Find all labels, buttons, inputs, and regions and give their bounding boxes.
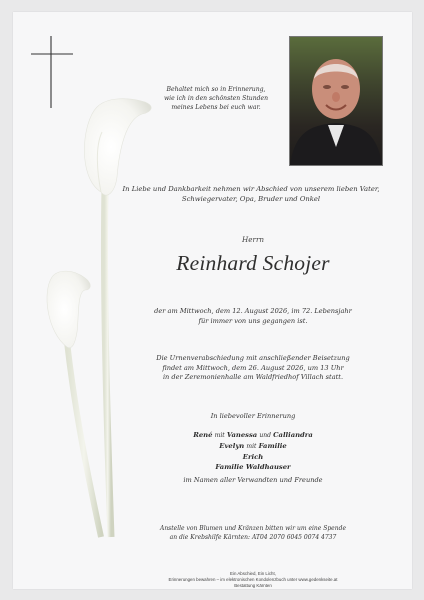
verse-line: Behaltet mich so in Erinnerung, [166, 86, 266, 93]
footer-line: Ein Abschied, Ein Licht, [230, 571, 276, 576]
connector: und [259, 432, 271, 439]
donation-note [153, 524, 353, 542]
donation-line: Anstelle von Blumen und Kränzen bitten wir um eine Spende [159, 525, 346, 532]
relatives-note: im Namen aller Verwandten und Freunde [183, 476, 323, 484]
salutation: Herrn [241, 235, 265, 244]
footer-line: Erinnerungen bewahren – im elektronischen Kondolenzbuch unter www.gedenkseite.at [168, 577, 338, 582]
connector: mit [246, 443, 257, 450]
family-member: Familie Waldhauser [215, 463, 291, 471]
ceremony-details [123, 354, 383, 383]
family-member: Evelyn [219, 442, 245, 450]
verse [154, 85, 278, 113]
family-row [143, 462, 363, 472]
death-notice [133, 307, 373, 326]
family-member: Erich [242, 453, 264, 461]
death-notice-line: für immer von uns gegangen ist. [198, 316, 308, 325]
family-row [143, 430, 363, 441]
death-notice-line: der am Mittwoch, dem 12. August 2026, im 72. Lebensjahr [154, 307, 352, 315]
intro-line: In Liebe und Dankbarkeit nehmen wir Abschied von unserem lieben Vater, [122, 185, 380, 193]
ceremony-line: Die Urnenverabschiedung mit anschließender Beisetzung [156, 354, 350, 362]
family-member: Calliandra [273, 431, 313, 439]
deceased-name: Reinhard Schojer [176, 251, 330, 275]
connector: mit [214, 432, 225, 439]
ceremony-line: findet am Mittwoch, dem 26. August 2026, um 13 Uhr [162, 363, 344, 372]
obituary-card [13, 12, 412, 589]
family-member: René [193, 431, 213, 439]
portrait-photo [289, 36, 383, 166]
ceremony-line: in der Zeremonienhalle am Waldfriedhof Villach statt. [162, 373, 344, 382]
intro-line: Schwiegervater, Opa, Bruder und Onkel [181, 195, 321, 203]
verse-line: meines Lebens bei euch war. [171, 104, 261, 112]
family-row [143, 452, 363, 462]
intro-text [109, 184, 393, 204]
family-member: Familie [258, 442, 287, 450]
portrait-figure [290, 37, 382, 165]
family-member: Vanessa [226, 431, 258, 439]
footer-line: Bestattung Kärnten [234, 583, 272, 588]
family-row [143, 441, 363, 452]
family-list [143, 430, 363, 472]
verse-line: wie ich in den schönsten Stunden [163, 95, 269, 103]
donation-line: an die Krebshilfe Kärnten: AT04 2070 6045 0074 4737 [169, 534, 337, 541]
footer [133, 571, 373, 589]
memory-heading: In liebevoller Erinnerung [210, 412, 296, 420]
